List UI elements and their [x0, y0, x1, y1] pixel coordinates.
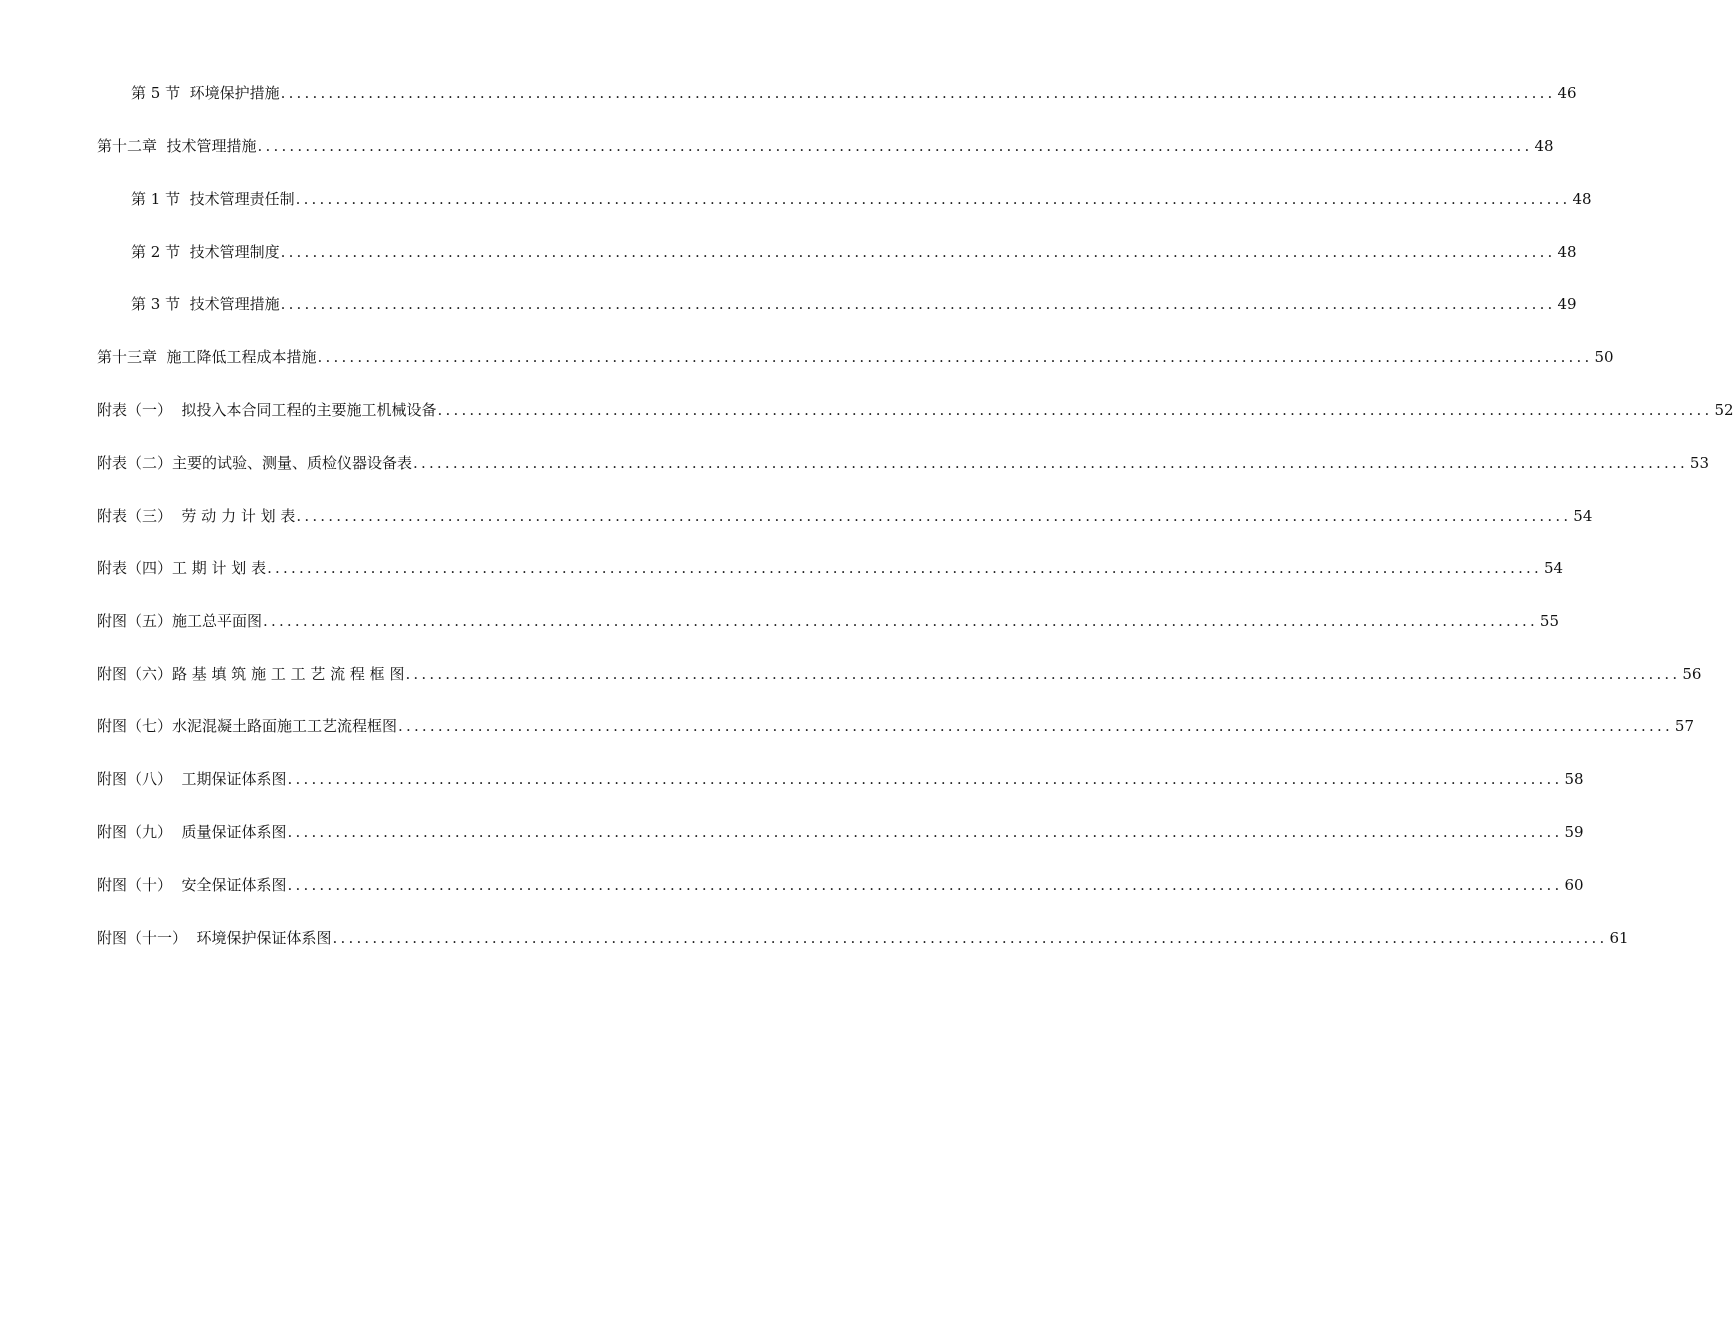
toc-entry-title: 附图（八） 工期保证体系图: [97, 770, 287, 788]
toc-entry-page: 49: [1557, 295, 1577, 313]
toc-entry-page: 55: [1539, 612, 1559, 630]
toc-dot-leader: ................................................................................................................................................................: [295, 190, 1571, 208]
toc-dot-leader: ................................................................................................................................................................: [287, 823, 1563, 841]
toc-entry-section-1-responsibility[interactable]: [131, 188, 1592, 210]
toc-entry-title: 附图（十一） 环境保护保证体系图: [97, 929, 332, 947]
toc-entry-section-2-system[interactable]: [131, 241, 1577, 263]
toc-entry-page: 50: [1594, 348, 1614, 366]
toc-dot-leader: ................................................................................................................................................................: [296, 507, 1572, 525]
toc-entry-appendix-figure-5[interactable]: [97, 610, 1559, 632]
toc-dot-leader: ................................................................................................................................................................: [287, 770, 1563, 788]
toc-entry-page: 61: [1609, 929, 1629, 947]
toc-entry-appendix-figure-8[interactable]: [97, 768, 1584, 790]
toc-entry-title: 第十三章 施工降低工程成本措施: [97, 348, 317, 366]
toc-entry-page: 57: [1674, 717, 1694, 735]
toc-entry-title: 附图（五）施工总平面图: [97, 612, 263, 630]
toc-dot-leader: ................................................................................................................................................................: [280, 295, 1556, 313]
toc-entry-title: 附图（六）路 基 填 筑 施 工 工 艺 流 程 框 图: [97, 665, 405, 683]
toc-entry-chapter-13[interactable]: [97, 346, 1614, 368]
toc-entry-appendix-table-4[interactable]: [97, 557, 1564, 579]
toc-entry-page: 53: [1689, 454, 1709, 472]
toc-entry-page: 54: [1573, 507, 1593, 525]
toc-entry-title: 第 2 节 技术管理制度: [131, 243, 280, 261]
toc-entry-page: 52: [1714, 401, 1734, 419]
toc-entry-title: 附表（三） 劳 动 力 计 划 表: [97, 507, 296, 525]
toc-entry-section-3-measures[interactable]: [131, 293, 1577, 315]
toc-entry-chapter-12[interactable]: [97, 135, 1554, 157]
toc-dot-leader: ................................................................................................................................................................: [280, 243, 1556, 261]
toc-entry-title: 附表（四）工 期 计 划 表: [97, 559, 267, 577]
toc-entry-appendix-figure-6[interactable]: [97, 663, 1702, 685]
toc-entry-title: 附图（九） 质量保证体系图: [97, 823, 287, 841]
toc-entry-appendix-table-1[interactable]: [97, 399, 1734, 421]
toc-dot-leader: ................................................................................................................................................................: [413, 454, 1688, 472]
toc-entry-title: 第 3 节 技术管理措施: [131, 295, 280, 313]
toc-dot-leader: ................................................................................................................................................................: [267, 559, 1542, 577]
toc-entry-page: 59: [1564, 823, 1584, 841]
toc-entry-appendix-figure-11[interactable]: [97, 927, 1629, 949]
toc-entry-page: 58: [1564, 770, 1584, 788]
toc-entry-title: 附图（七）水泥混凝土路面施工工艺流程框图: [97, 717, 398, 735]
toc-entry-title: 附图（十） 安全保证体系图: [97, 876, 287, 894]
toc-dot-leader: ................................................................................................................................................................: [437, 401, 1713, 419]
toc-entry-section-5-environmental-protection[interactable]: [131, 82, 1577, 104]
toc-entry-title: 第 5 节 环境保护措施: [131, 84, 280, 102]
toc-dot-leader: ................................................................................................................................................................: [405, 665, 1681, 683]
toc-entry-title: 第 1 节 技术管理责任制: [131, 190, 295, 208]
toc-entry-page: 48: [1534, 137, 1554, 155]
toc-dot-leader: ................................................................................................................................................................: [398, 717, 1673, 735]
toc-dot-leader: ................................................................................................................................................................: [280, 84, 1556, 102]
toc-dot-leader: ................................................................................................................................................................: [287, 876, 1563, 894]
toc-entry-appendix-table-2[interactable]: [97, 452, 1709, 474]
toc-entry-title: 附表（一） 拟投入本合同工程的主要施工机械设备: [97, 401, 437, 419]
toc-entry-page: 48: [1557, 243, 1577, 261]
toc-dot-leader: ................................................................................................................................................................: [263, 612, 1538, 630]
toc-dot-leader: ................................................................................................................................................................: [317, 348, 1593, 366]
toc-entry-page: 54: [1543, 559, 1564, 577]
toc-entry-appendix-figure-10[interactable]: [97, 874, 1584, 896]
toc-dot-leader: ................................................................................................................................................................: [332, 929, 1608, 947]
toc-entry-appendix-figure-7[interactable]: [97, 715, 1694, 737]
toc-entry-page: 48: [1572, 190, 1592, 208]
toc-entry-title: 附表（二）主要的试验、测量、质检仪器设备表: [97, 454, 413, 472]
toc-entry-appendix-figure-9[interactable]: [97, 821, 1584, 843]
toc-entry-page: 46: [1557, 84, 1577, 102]
toc-entry-page: 56: [1682, 665, 1702, 683]
toc-entry-title: 第十二章 技术管理措施: [97, 137, 257, 155]
toc-entry-page: 60: [1564, 876, 1584, 894]
toc-entry-appendix-table-3[interactable]: [97, 505, 1593, 527]
toc-dot-leader: ................................................................................................................................................................: [257, 137, 1533, 155]
